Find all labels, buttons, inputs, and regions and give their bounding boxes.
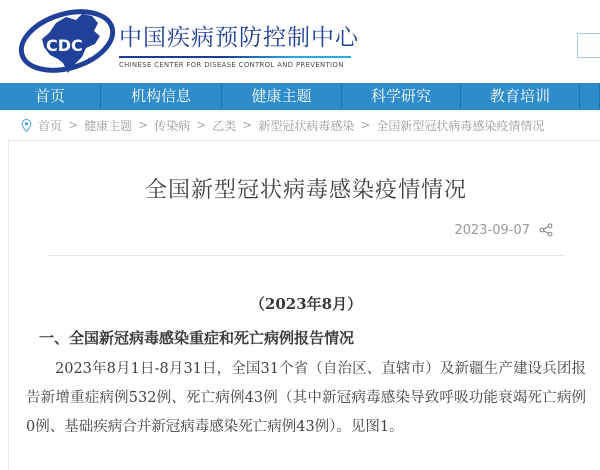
nav-item-org-info[interactable]: 机构信息 [101,83,222,110]
org-name-zh: 中国疾病预防控制中心 [119,25,359,51]
breadcrumb-covid-infection[interactable]: 新型冠状病毒感染 [258,118,355,133]
report-period: （2023年8月） [249,295,363,313]
nav-item-health-topics[interactable]: 健康主题 [222,83,342,110]
breadcrumb [0,110,600,140]
breadcrumb-separator: > [138,118,149,132]
breadcrumb-class-b[interactable]: 乙类 [212,118,237,133]
org-names [119,19,419,69]
breadcrumb-home[interactable]: 首页 [38,118,63,133]
section1-heading: 一、全国新冠病毒感染重症和死亡病例报告情况 [39,329,355,347]
date-row [9,221,600,239]
org-name-en: CHINESE CENTER FOR DISEASE CONTROL AND PREVENTION [119,61,344,69]
share-icon[interactable] [539,223,553,237]
cdc-logo [16,3,118,79]
nav-item-home[interactable]: 首页 [0,83,101,110]
breadcrumb-health-topics[interactable]: 健康主题 [84,118,133,133]
page-title: 全国新型冠状病毒感染疫情情况 [144,178,467,203]
site-header [0,0,600,83]
location-pin-icon [21,119,32,132]
nav-item-education[interactable]: 教育培训 [461,83,580,110]
svg-text:CDC: CDC [46,36,83,55]
breadcrumb-separator: > [360,118,371,132]
article-card [8,140,600,470]
publish-date: 2023-09-07 [454,222,530,238]
org-gradient-rule [119,56,351,58]
section1-paragraph: 2023年8月1日-8月31日，全国31个省（自治区、直辖市）及新疆生产建设兵团报告新增重症病例532例、死亡病例43例（其中新冠病毒感染导致呼吸功能衰竭死亡病例0例、基础疾病合并新冠病毒感染死亡病例43例）。见图1。 [26,361,586,435]
breadcrumb-separator: > [196,118,207,132]
nav-item-partial [580,83,600,110]
breadcrumb-infectious-disease[interactable]: 传染病 [154,118,191,133]
breadcrumb-separator: > [242,118,253,132]
search-box-partial[interactable] [577,33,600,58]
breadcrumb-current-page: 全国新型冠状病毒感染疫情情况 [376,118,545,133]
article-body [9,293,600,442]
nav-item-research[interactable]: 科学研究 [342,83,461,110]
title-divider [47,255,565,256]
breadcrumb-separator: > [68,118,79,132]
main-nav [0,83,600,110]
